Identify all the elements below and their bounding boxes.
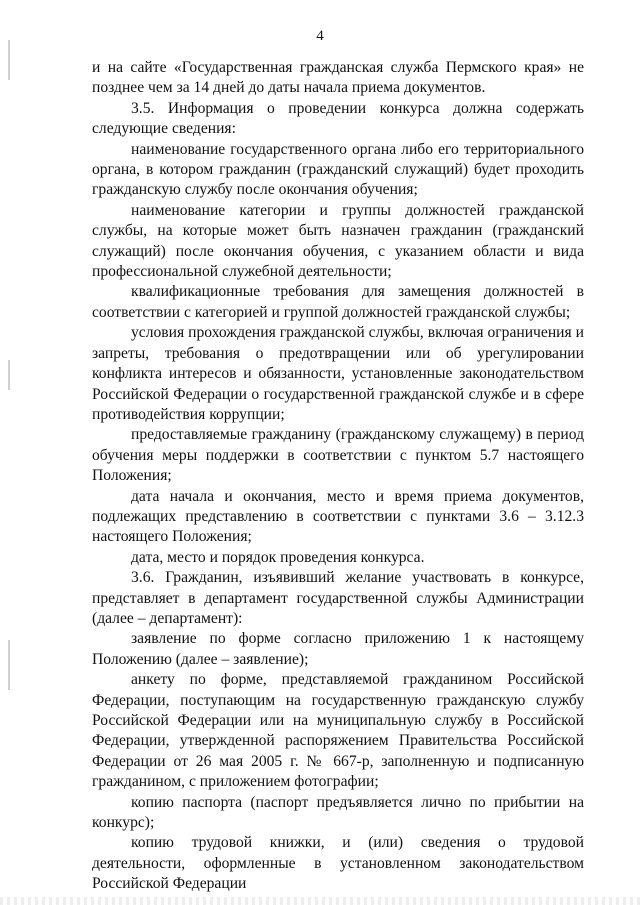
paragraph: условия прохождения гражданской службы, включая ограничения и запреты, требования о предотвращении или об урегулировании конфликта интересов и обязанности, установленные законодательством Российской Федерации о государственной гражданской службе и в сфере противодействия коррупции; xyxy=(92,324,584,423)
paragraph: 3.6. Гражданин, изъявивший желание участвовать в конкурсе, представляет в департамент государственной службы Администрации (далее – департамент): xyxy=(92,569,584,627)
paragraph: и на сайте «Государственная гражданская служба Пермского края» не позднее чем за 14 дней до даты начала приема документов. xyxy=(92,59,584,97)
paragraph: дата, место и порядок проведения конкурса. xyxy=(131,548,425,566)
paragraph: предоставляемые гражданину (гражданскому служащему) в период обучения меры поддержки в соответствии с пунктом 5.7 настоящего Положения; xyxy=(92,426,584,485)
paragraph: анкету по форме, представляемой гражданином Российской Федерации, поступающим на государственную гражданскую службу Российской Федерации или на муниципальную службу в Российской Федерации, утвержденной распоряжением Правительства Российской Федерации от 26 мая 2005 г. № 667-р, заполненную и подписанную гражданином, с приложением фотографии; xyxy=(92,671,584,791)
paragraph: дата начала и окончания, место и время приема документов, подлежащих представлению в соответствии с пунктами 3.6 – 3.12.3 настоящего Положения; xyxy=(92,487,584,546)
scan-bottom-edge xyxy=(0,897,640,905)
paragraph: копию паспорта (паспорт предъявляется лично по прибытии на конкурс); xyxy=(92,793,584,832)
paragraph: квалификационные требования для замещения должностей в соответствии с категорией и группой должностей гражданской службы; xyxy=(92,283,584,321)
paragraph: копию трудовой книжки, и (или) сведения о трудовой деятельности, оформленные в установленном законодательством Российской Федерации xyxy=(92,834,584,893)
paragraph: наименование государственного органа либо его территориального органа, в котором гражданин (гражданский служащий) будет проходить гражданскую службу после окончания обучения; xyxy=(92,140,584,199)
scan-edge-mark xyxy=(8,640,10,690)
paragraph: наименование категории и группы должностей гражданской службы, на которые может быть назначен гражданин (гражданский служащий) после окончания обучения, с указанием области и вида профессиональной служебной деятельности; xyxy=(92,201,584,281)
page-number: 4 xyxy=(316,28,324,44)
document-body xyxy=(92,58,584,895)
paragraph: 3.5. Информация о проведении конкурса должна содержать следующие сведения: xyxy=(92,99,584,138)
scan-edge-mark xyxy=(8,360,10,390)
paragraph: заявление по форме согласно приложению 1 к настоящему Положению (далее – заявление); xyxy=(92,630,584,668)
scan-edge-mark xyxy=(8,40,10,80)
